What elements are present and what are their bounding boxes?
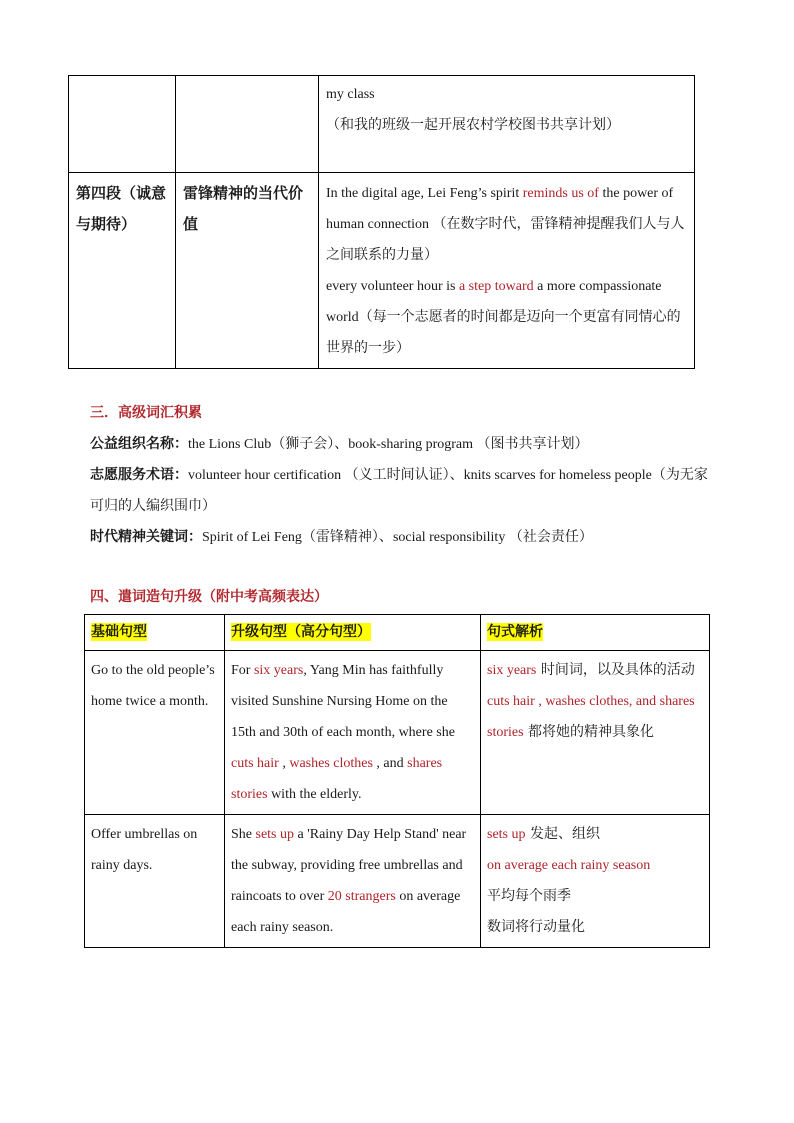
content-zh: （和我的班级一起开展农村学校图书共享计划） (326, 117, 620, 133)
section-cell: 第四段（诚意与期待） (69, 173, 176, 369)
vocab-label: 时代精神关键词： (90, 529, 202, 545)
sentence-upgrade-table (84, 614, 710, 948)
header-label: 基础句型 (91, 624, 147, 640)
header-label: 升级句型（高分句型） (231, 624, 371, 640)
vocab-item (90, 460, 710, 522)
text-run: She (231, 827, 256, 842)
text-run: social responsibility (392, 530, 509, 545)
translation: （社会责任） (508, 529, 593, 545)
basic-cell: Offer umbrellas on rainy days. (85, 815, 225, 948)
vocab-label: 公益组织名称： (90, 436, 188, 452)
highlight-phrase: six years (487, 663, 537, 678)
content-en: my class (326, 87, 375, 102)
text-run: a more compassionate world (326, 279, 662, 325)
highlight-phrase: a step toward (458, 279, 534, 294)
translation: （每一个志愿者的时间都是迈向一个更富有同情心的世界的一步） (326, 309, 681, 356)
text-run: 时间词，以及具体的活动 (536, 662, 695, 678)
text-run: , (278, 756, 290, 771)
highlight-phrase: 20 strangers (327, 889, 396, 904)
translation: （狮子会）、 (271, 436, 349, 452)
vocab-label: 志愿服务术语： (90, 467, 188, 483)
analysis-line: 平均每个雨季 (487, 888, 571, 904)
highlight-phrase: washes clothes (289, 756, 373, 771)
translation: （雷锋精神）、 (301, 529, 393, 545)
vocab-item (90, 429, 710, 460)
section-heading: 三．高级词汇积累 (90, 405, 202, 421)
analysis-line (487, 819, 703, 850)
highlight-phrase: shares stories (231, 756, 443, 802)
text-run: , and (372, 756, 408, 771)
header-label: 句式解析 (487, 624, 543, 640)
upgraded-cell (225, 815, 481, 948)
content-line-1 (326, 178, 687, 271)
header-cell (481, 615, 710, 651)
section-heading: 四、遣词造句升级（附中考高频表达） (90, 589, 328, 605)
analysis-cell (481, 815, 710, 948)
content-cell (319, 173, 695, 369)
analysis-line: 数词将行动量化 (487, 919, 585, 935)
highlight-phrase: sets up (487, 827, 526, 842)
topic-cell: 雷锋精神的当代价值 (176, 173, 319, 369)
highlight-phrase: six years (253, 663, 304, 678)
text-run: volunteer hour certification (188, 468, 345, 483)
table-row (69, 173, 695, 369)
translation: （为无家可归的人编织围巾） (90, 467, 708, 514)
header-cell (85, 615, 225, 651)
text-run: 发起、组织 (525, 826, 600, 842)
translation: （义工时间认证）、 (344, 467, 464, 483)
section-cell (69, 76, 176, 173)
text-run: every volunteer hour is (326, 279, 459, 294)
text-run: Spirit of Lei Feng (202, 530, 302, 545)
text-run: on average each rainy season. (231, 889, 461, 935)
table-row (85, 651, 710, 815)
vocab-item (90, 522, 710, 553)
content-line-2 (326, 271, 687, 364)
highlight-phrase: cuts hair (231, 756, 279, 771)
text-run: knits scarves for homeless people (463, 468, 652, 483)
analysis-line: on average each rainy season (487, 858, 651, 873)
outline-table (68, 75, 695, 369)
topic-cell (176, 76, 319, 173)
table-row (85, 815, 710, 948)
translation: （在数字时代，雷锋精神提醒我们人与人之间联系的力量） (326, 216, 685, 263)
text-run: with the elderly. (267, 787, 362, 802)
text-run: the Lions Club (188, 437, 272, 452)
highlight-phrase: sets up (255, 827, 294, 842)
table-header-row (85, 615, 710, 651)
table-row (69, 76, 695, 173)
header-cell (225, 615, 481, 651)
upgraded-cell (225, 651, 481, 815)
translation: （图书共享计划） (476, 436, 589, 452)
analysis-cell (481, 651, 710, 815)
highlight-phrase: reminds us of (522, 186, 599, 201)
text-run: , Yang Min has faithfully visited Sunshine Nursing Home on the 15th and 30th of each month, where she (231, 663, 455, 740)
text-run: a 'Rainy Day Help Stand' near the subway, providing free umbrellas and raincoats to over (231, 827, 467, 904)
vocabulary-section (90, 398, 710, 553)
text-run: book-sharing program (348, 437, 477, 452)
highlight-phrase: cuts hair , washes clothes, and shares stories (487, 694, 695, 740)
text-run: the power of human connection (326, 186, 674, 232)
text-run: For (231, 663, 254, 678)
text-run: In the digital age, Lei Feng’s spirit (326, 186, 523, 201)
basic-cell: Go to the old people’s home twice a month. (85, 651, 225, 815)
text-run: 都将她的精神具象化 (523, 724, 655, 740)
content-cell (319, 76, 695, 173)
